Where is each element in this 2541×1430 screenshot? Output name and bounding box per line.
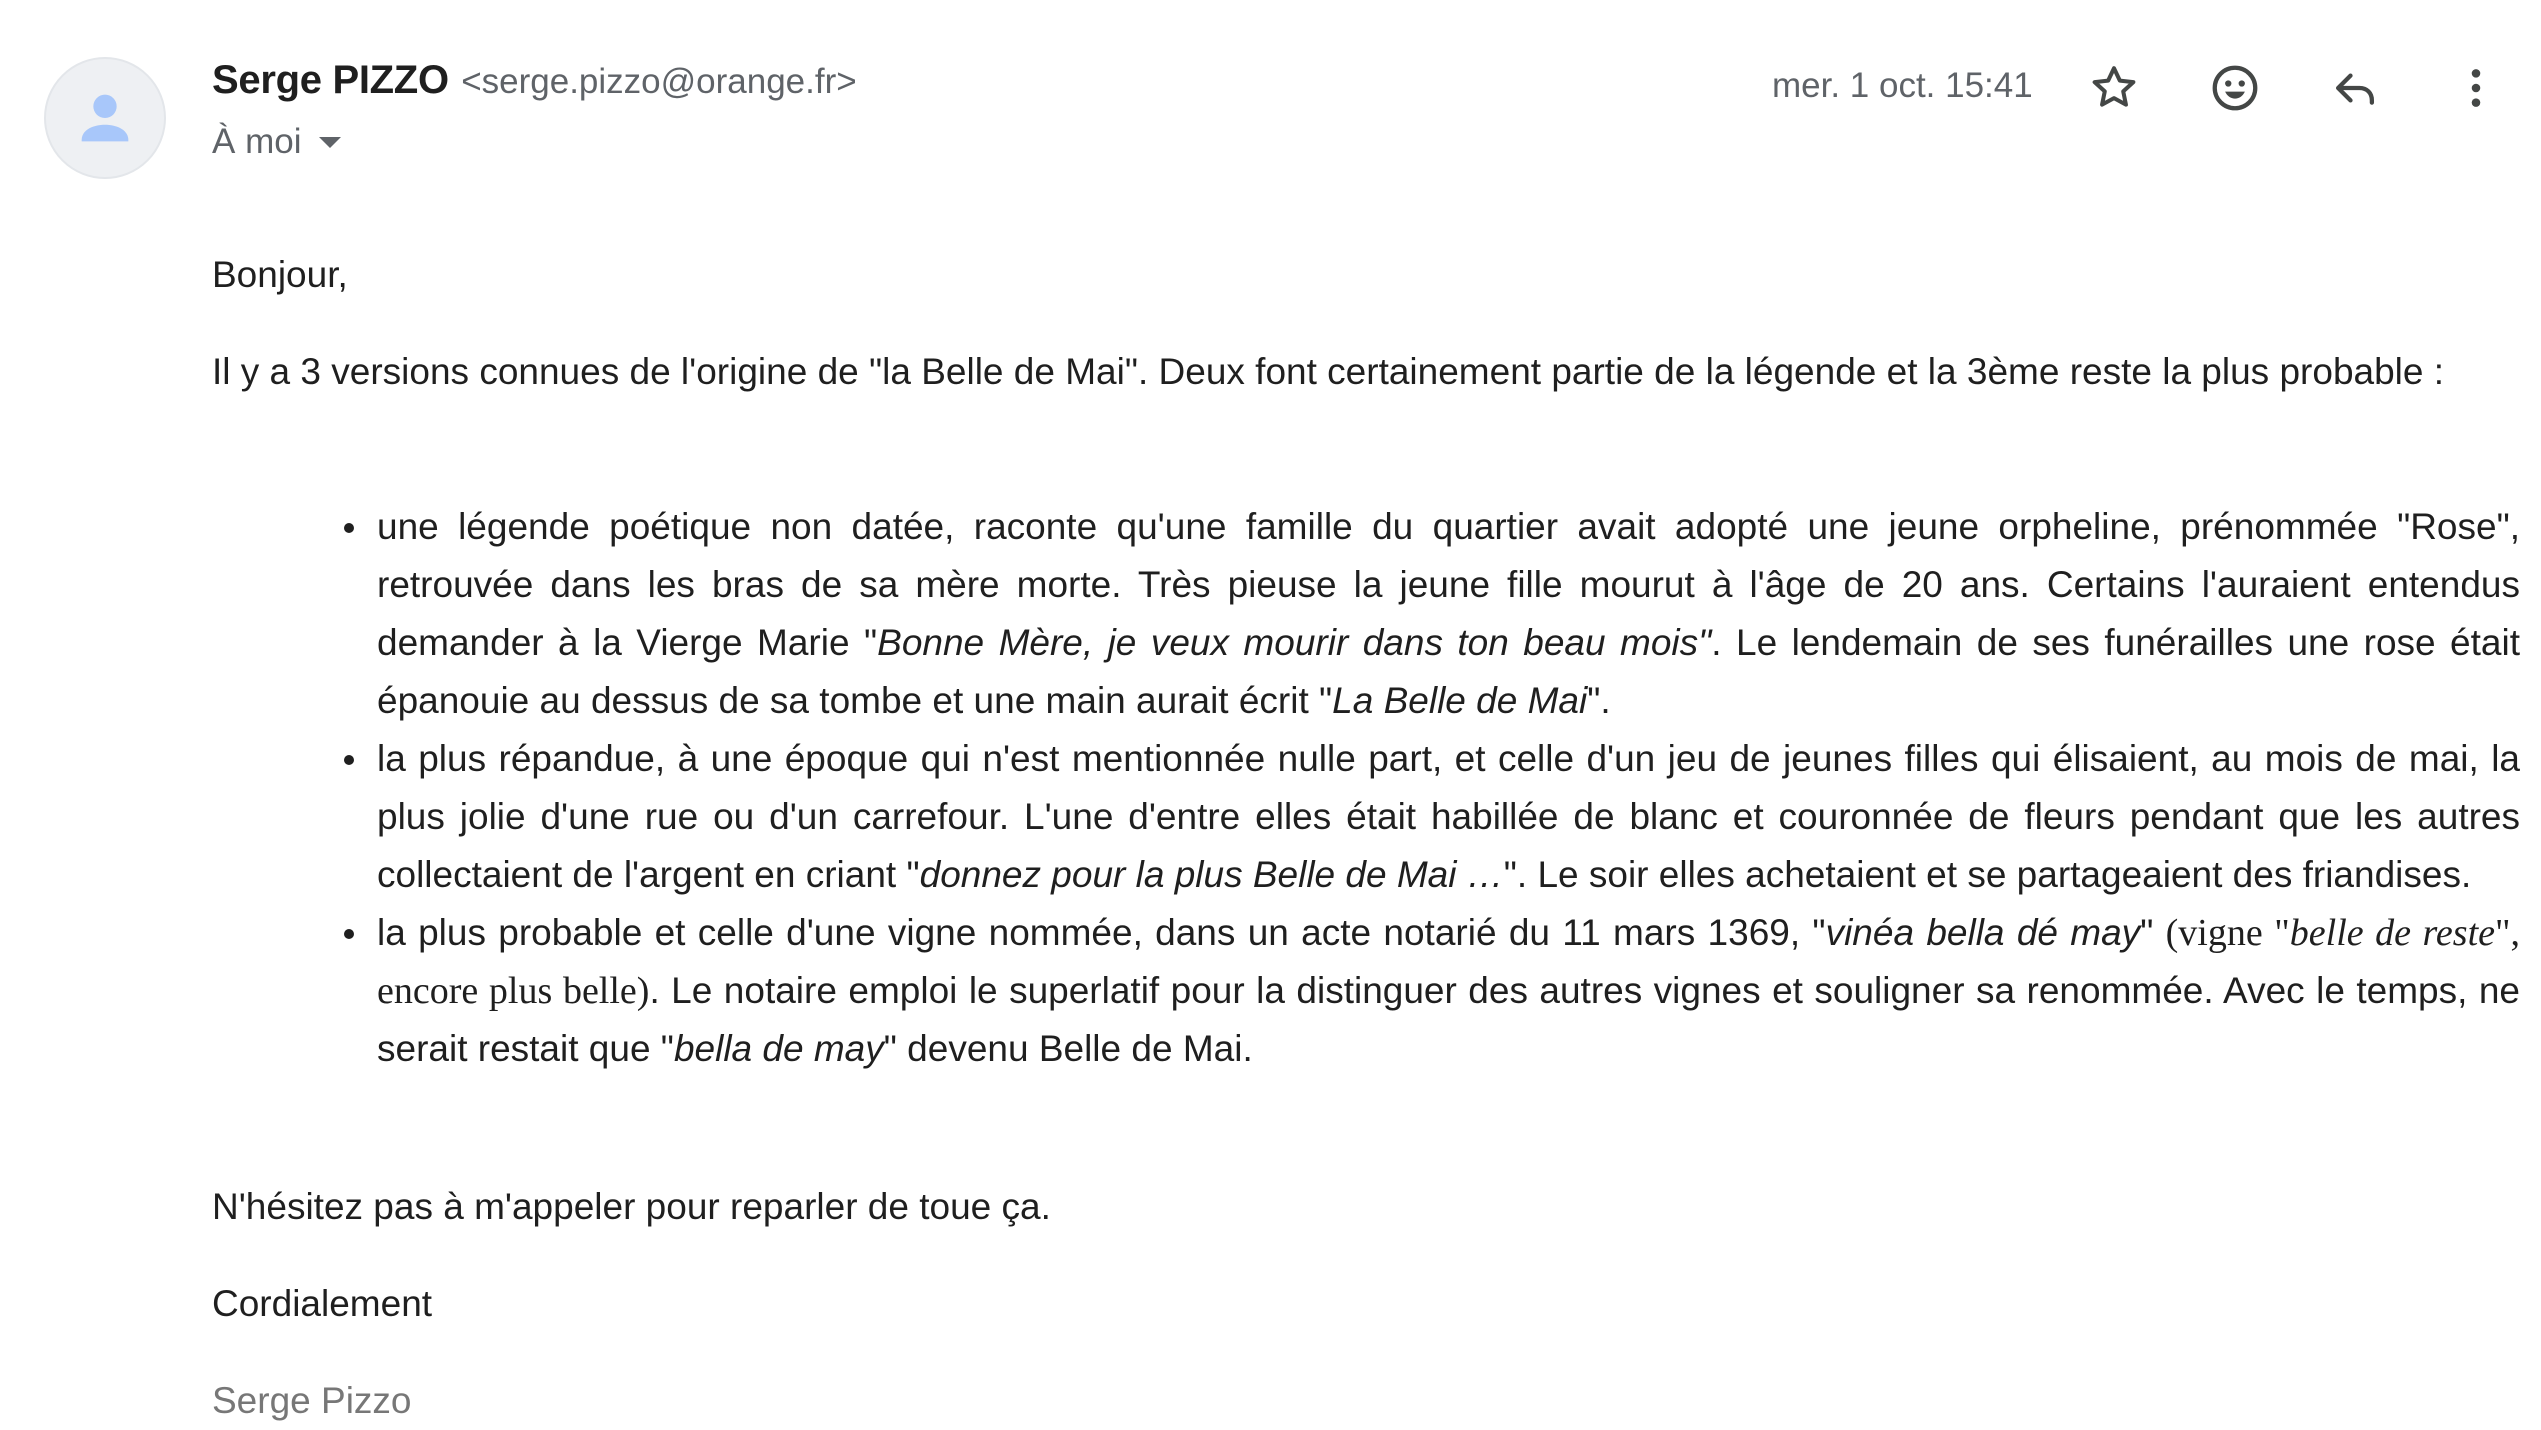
italic-quote: vinéa bella dé may <box>1825 912 2141 953</box>
list-item: la plus probable et celle d'une vigne nommée, dans un acte notarié du 11 mars 1369, "vinéa bella dé may" (vigne "belle de reste", encore plus belle). Le notaire emploi le superlatif pour la distinguer des autres vignes et souligner sa renommée. Avec le temps, ne serait restait que "bella de may" devenu Belle de Mai. <box>377 904 2520 1078</box>
reply-icon <box>2328 61 2382 115</box>
message-date: mer. 1 oct. 15:41 <box>1772 66 2033 105</box>
italic-quote: Bonne Mère, je veux mourir dans ton beau mois" <box>877 622 1712 663</box>
bullet-list <box>377 498 2520 1078</box>
more-options-button[interactable] <box>2436 48 2516 128</box>
serif-aside: (vigne "belle de reste", encore plus belle) <box>377 912 2521 1012</box>
signature-text: Serge Pizzo <box>212 1380 412 1421</box>
italic-quote: La Belle de Mai <box>1332 680 1588 721</box>
add-reaction-button[interactable] <box>2195 48 2275 128</box>
sender-name[interactable]: Serge PIZZO <box>212 58 449 102</box>
italic-quote: donnez pour la plus Belle de Mai … <box>919 854 1504 895</box>
closing-text: N'hésitez pas à m'appeler pour reparler de toue ça. <box>212 1186 1051 1227</box>
star-icon <box>2087 61 2141 115</box>
list-item: la plus répandue, à une époque qui n'est mentionnée nulle part, et celle d'un jeu de jeunes filles qui élisaient, au mois de mai, la plus jolie d'une rue ou d'un carrefour. L'une d'entre elles était habillée de blanc et couronnée de fleurs pendant que les autres collectaient de l'argent en criant "donnez pour la plus Belle de Mai …". Le soir elles achetaient et se partageaient des friandises. <box>377 730 2520 904</box>
person-icon <box>70 83 140 153</box>
sender-avatar[interactable] <box>44 57 166 179</box>
regards-text: Cordialement <box>212 1283 433 1324</box>
more-vert-icon <box>2449 61 2503 115</box>
caret-down-icon <box>319 137 341 148</box>
italic-quote: bella de may <box>673 1028 884 1069</box>
greeting-text: Bonjour, <box>212 254 348 295</box>
reply-button[interactable] <box>2315 48 2395 128</box>
smiley-icon <box>2208 61 2262 115</box>
recipient-label: À moi <box>212 122 302 161</box>
recipient-details-toggle[interactable] <box>212 122 341 162</box>
star-button[interactable] <box>2074 48 2154 128</box>
intro-paragraph: Il y a 3 versions connues de l'origine de "la Belle de Mai". Deux font certainement partie de la légende et la 3ème reste la plus probable : <box>212 351 2445 392</box>
sender-email[interactable]: <serge.pizzo@orange.fr> <box>461 62 857 101</box>
list-item: une légende poétique non datée, raconte qu'une famille du quartier avait adopté une jeune orpheline, prénommée "Rose", retrouvée dans les bras de sa mère morte. Très pieuse la jeune fille mourut à l'âge de 20 ans. Certains l'auraient entendus demander à la Vierge Marie "Bonne Mère, je veux mourir dans ton beau mois". Le lendemain de ses funérailles une rose était épanouie au dessus de sa tombe et une main aurait écrit "La Belle de Mai". <box>377 498 2520 730</box>
sender-line <box>212 58 857 103</box>
